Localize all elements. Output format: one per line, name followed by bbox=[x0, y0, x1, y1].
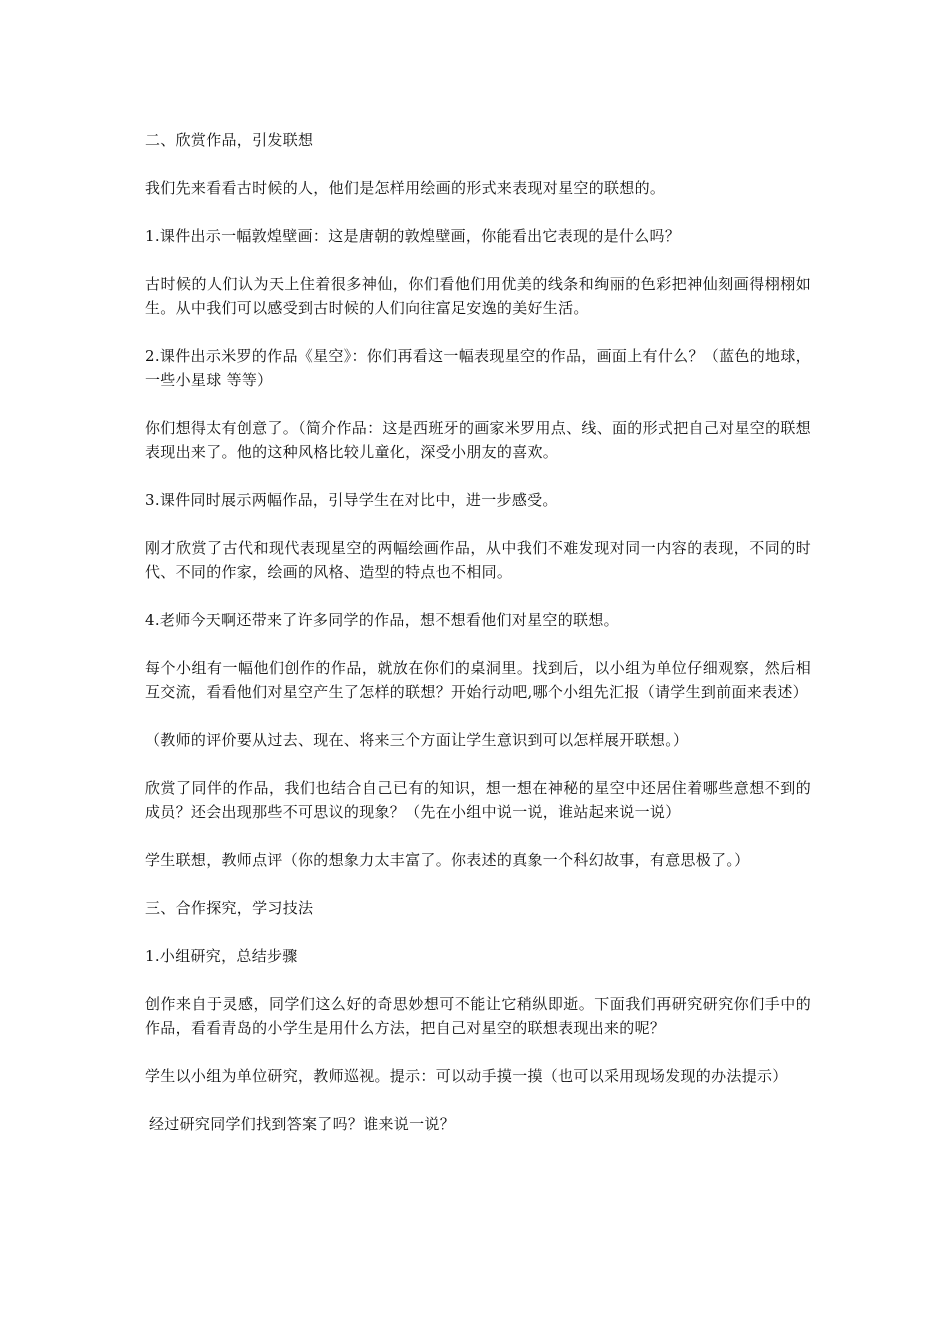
paragraph-compare-desc: 刚才欣赏了古代和现代表现星空的两幅绘画作品，从中我们不难发现对同一内容的表现，不同的时代、不同的作家，绘画的风格、造型的特点也不相同。 bbox=[145, 539, 811, 581]
paragraph-step-1: 1.课件出示一幅敦煌壁画：这是唐朝的敦煌壁画，你能看出它表现的是什么吗？ bbox=[145, 227, 681, 245]
paragraph-step-4: 4.老师今天啊还带来了许多同学的作品，想不想看他们对星空的联想。 bbox=[145, 611, 619, 629]
paragraph-student-comment: 学生联想，教师点评（你的想象力太丰富了。你表述的真象一个科幻故事，有意思极了。） bbox=[145, 851, 750, 869]
paragraph-question: 经过研究同学们找到答案了吗？谁来说一说？ bbox=[149, 1115, 456, 1133]
paragraph-substep-1: 1.小组研究，总结步骤 bbox=[145, 947, 298, 965]
section-heading-explore: 三、合作探究，学习技法 bbox=[145, 899, 314, 917]
section-heading-appreciate: 二、欣赏作品，引发联想 bbox=[145, 131, 314, 149]
paragraph-intro: 我们先来看看古时候的人，他们是怎样用绘画的形式来表现对星空的联想的。 bbox=[145, 179, 666, 197]
paragraph-teacher-note: （教师的评价要从过去、现在、将来三个方面让学生意识到可以怎样展开联想。） bbox=[145, 731, 689, 749]
paragraph-imagine: 欣赏了同伴的作品，我们也结合自己已有的知识，想一想在神秘的星空中还居住着哪些意想不到的成员？还会出现那些不可思议的现象？（先在小组中说一说，谁站起来说一说） bbox=[145, 779, 811, 821]
paragraph-inspiration: 创作来自于灵感，同学们这么好的奇思妙想可不能让它稍纵即逝。下面我们再研究研究你们手中的作品，看看青岛的小学生是用什么方法，把自己对星空的联想表现出来的呢？ bbox=[145, 995, 811, 1037]
document-body bbox=[145, 128, 811, 1136]
paragraph-group-work: 每个小组有一幅他们创作的作品，就放在你们的桌洞里。找到后，以小组为单位仔细观察，然后相互交流，看看他们对星空产生了怎样的联想？开始行动吧,哪个小组先汇报（请学生到前面来表述） bbox=[145, 659, 811, 701]
paragraph-step-2: 2.课件出示米罗的作品《星空》：你们再看这一幅表现星空的作品，画面上有什么？（蓝色的地球，一些小星球 等等） bbox=[145, 347, 811, 389]
paragraph-dunhuang-desc: 古时候的人们认为天上住着很多神仙，你们看他们用优美的线条和绚丽的色彩把神仙刻画得栩栩如生。从中我们可以感受到古时候的人们向往富足安逸的美好生活。 bbox=[145, 275, 811, 317]
paragraph-step-3: 3.课件同时展示两幅作品，引导学生在对比中，进一步感受。 bbox=[145, 491, 558, 509]
paragraph-miro-desc: 你们想得太有创意了。（简介作品：这是西班牙的画家米罗用点、线、面的形式把自己对星空的联想表现出来了。他的这种风格比较儿童化，深受小朋友的喜欢。 bbox=[145, 419, 811, 461]
paragraph-research: 学生以小组为单位研究，教师巡视。提示：可以动手摸一摸（也可以采用现场发现的办法提示） bbox=[145, 1067, 788, 1085]
